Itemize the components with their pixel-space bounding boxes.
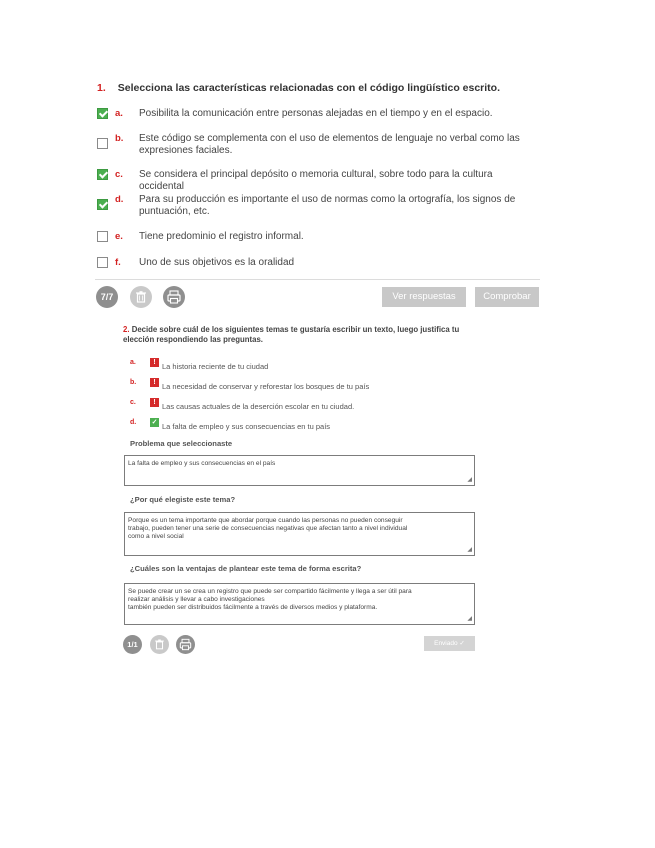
checkbox-c[interactable] — [97, 169, 108, 180]
selected-problem-field[interactable]: La falta de empleo y sus consecuencias en el país ◢ — [124, 455, 475, 486]
printer-icon[interactable] — [176, 635, 195, 654]
option-text: La historia reciente de tu ciudad — [162, 362, 269, 371]
field-1-label: Problema que seleccionaste — [130, 439, 233, 448]
option-letter: d. — [115, 194, 124, 205]
trash-icon[interactable] — [130, 286, 152, 308]
option-text: La falta de empleo y sus consecuencias en tu país — [162, 422, 331, 431]
view-answers-button[interactable]: Ver respuestas — [382, 287, 466, 307]
incorrect-icon: ! — [150, 398, 159, 407]
printer-icon[interactable] — [163, 286, 185, 308]
option-letter: e. — [115, 231, 123, 242]
option-text: Para su producción es importante el uso de normas como la ortografía, los signos de puntuación, etc. — [139, 194, 516, 217]
score-badge: 7/7 — [96, 286, 118, 308]
option-letter: b. — [115, 133, 124, 144]
correct-icon: ✓ — [151, 419, 158, 426]
option-letter: d. — [130, 419, 137, 426]
score-badge: 1/1 — [123, 635, 142, 654]
question-2-number: 2. — [123, 325, 130, 334]
option-text: Posibilita la comunicación entre personas alejadas en el tiempo y en el espacio. — [139, 108, 493, 119]
resize-handle-icon[interactable]: ◢ — [467, 477, 472, 483]
option-letter: f. — [115, 257, 121, 268]
checkbox-e[interactable] — [97, 231, 108, 242]
sent-button: Enviado ✓ — [424, 636, 475, 651]
checkbox-a[interactable] — [97, 108, 108, 119]
option-letter: a. — [130, 359, 136, 366]
option-text: La necesidad de conservar y reforestar los bosques de tu país — [162, 382, 370, 391]
option-text: Uno de sus objetivos es la oralidad — [139, 257, 295, 268]
field-2-label: ¿Por qué elegiste este tema? — [130, 495, 236, 504]
checkbox-f[interactable] — [97, 257, 108, 268]
check-icon: ✓ — [459, 640, 465, 647]
trash-icon[interactable] — [150, 635, 169, 654]
option-text: Las causas actuales de la deserción escolar en tu ciudad. — [162, 402, 355, 411]
question-1-title: 1. Selecciona las características relacionadas con el código lingüístico escrito. — [97, 82, 501, 94]
incorrect-icon: ! — [150, 378, 159, 387]
question-2-title: 2. Decide sobre cuál de los siguientes temas te gustaría escribir un texto, luego justifica tu elección respondiendo las preguntas. — [123, 325, 460, 344]
option-letter: a. — [115, 108, 123, 119]
divider — [95, 279, 540, 280]
advantages-field[interactable]: Se puede crear un se crea un registro que puede ser compartido fácilmente y llega a ser útil para realizar análisis y llevar a cabo investigaciones también pueden ser distribuidos fácilmente a través de diversos medios y plataforma. ◢ — [124, 583, 475, 625]
incorrect-icon: ! — [150, 358, 159, 367]
checkbox-b[interactable] — [97, 138, 108, 149]
resize-handle-icon[interactable]: ◢ — [467, 547, 472, 553]
option-letter: c. — [115, 169, 123, 180]
field-3-label: ¿Cuáles son la ventajas de plantear este tema de forma escrita? — [130, 564, 362, 573]
option-text: Se considera el principal depósito o memoria cultural, sobre todo para la cultura occidental — [139, 169, 493, 192]
resize-handle-icon[interactable]: ◢ — [467, 616, 472, 622]
option-letter: b. — [130, 379, 137, 386]
option-letter: c. — [130, 399, 136, 406]
option-text: Tiene predominio el registro informal. — [139, 231, 304, 242]
question-1-number: 1. — [97, 82, 106, 94]
option-text: Este código se complementa con el uso de elementos de lenguaje no verbal como las expresiones faciales. — [139, 133, 520, 156]
checkbox-d[interactable] — [97, 199, 108, 210]
check-button[interactable]: Comprobar — [475, 287, 539, 307]
why-topic-field[interactable]: Porque es un tema importante que abordar porque cuando las personas no pueden conseguir trabajo, pueden tener una serie de consecuencias negativas que afectan tanto a nivel individual como a nivel social ◢ — [124, 512, 475, 556]
